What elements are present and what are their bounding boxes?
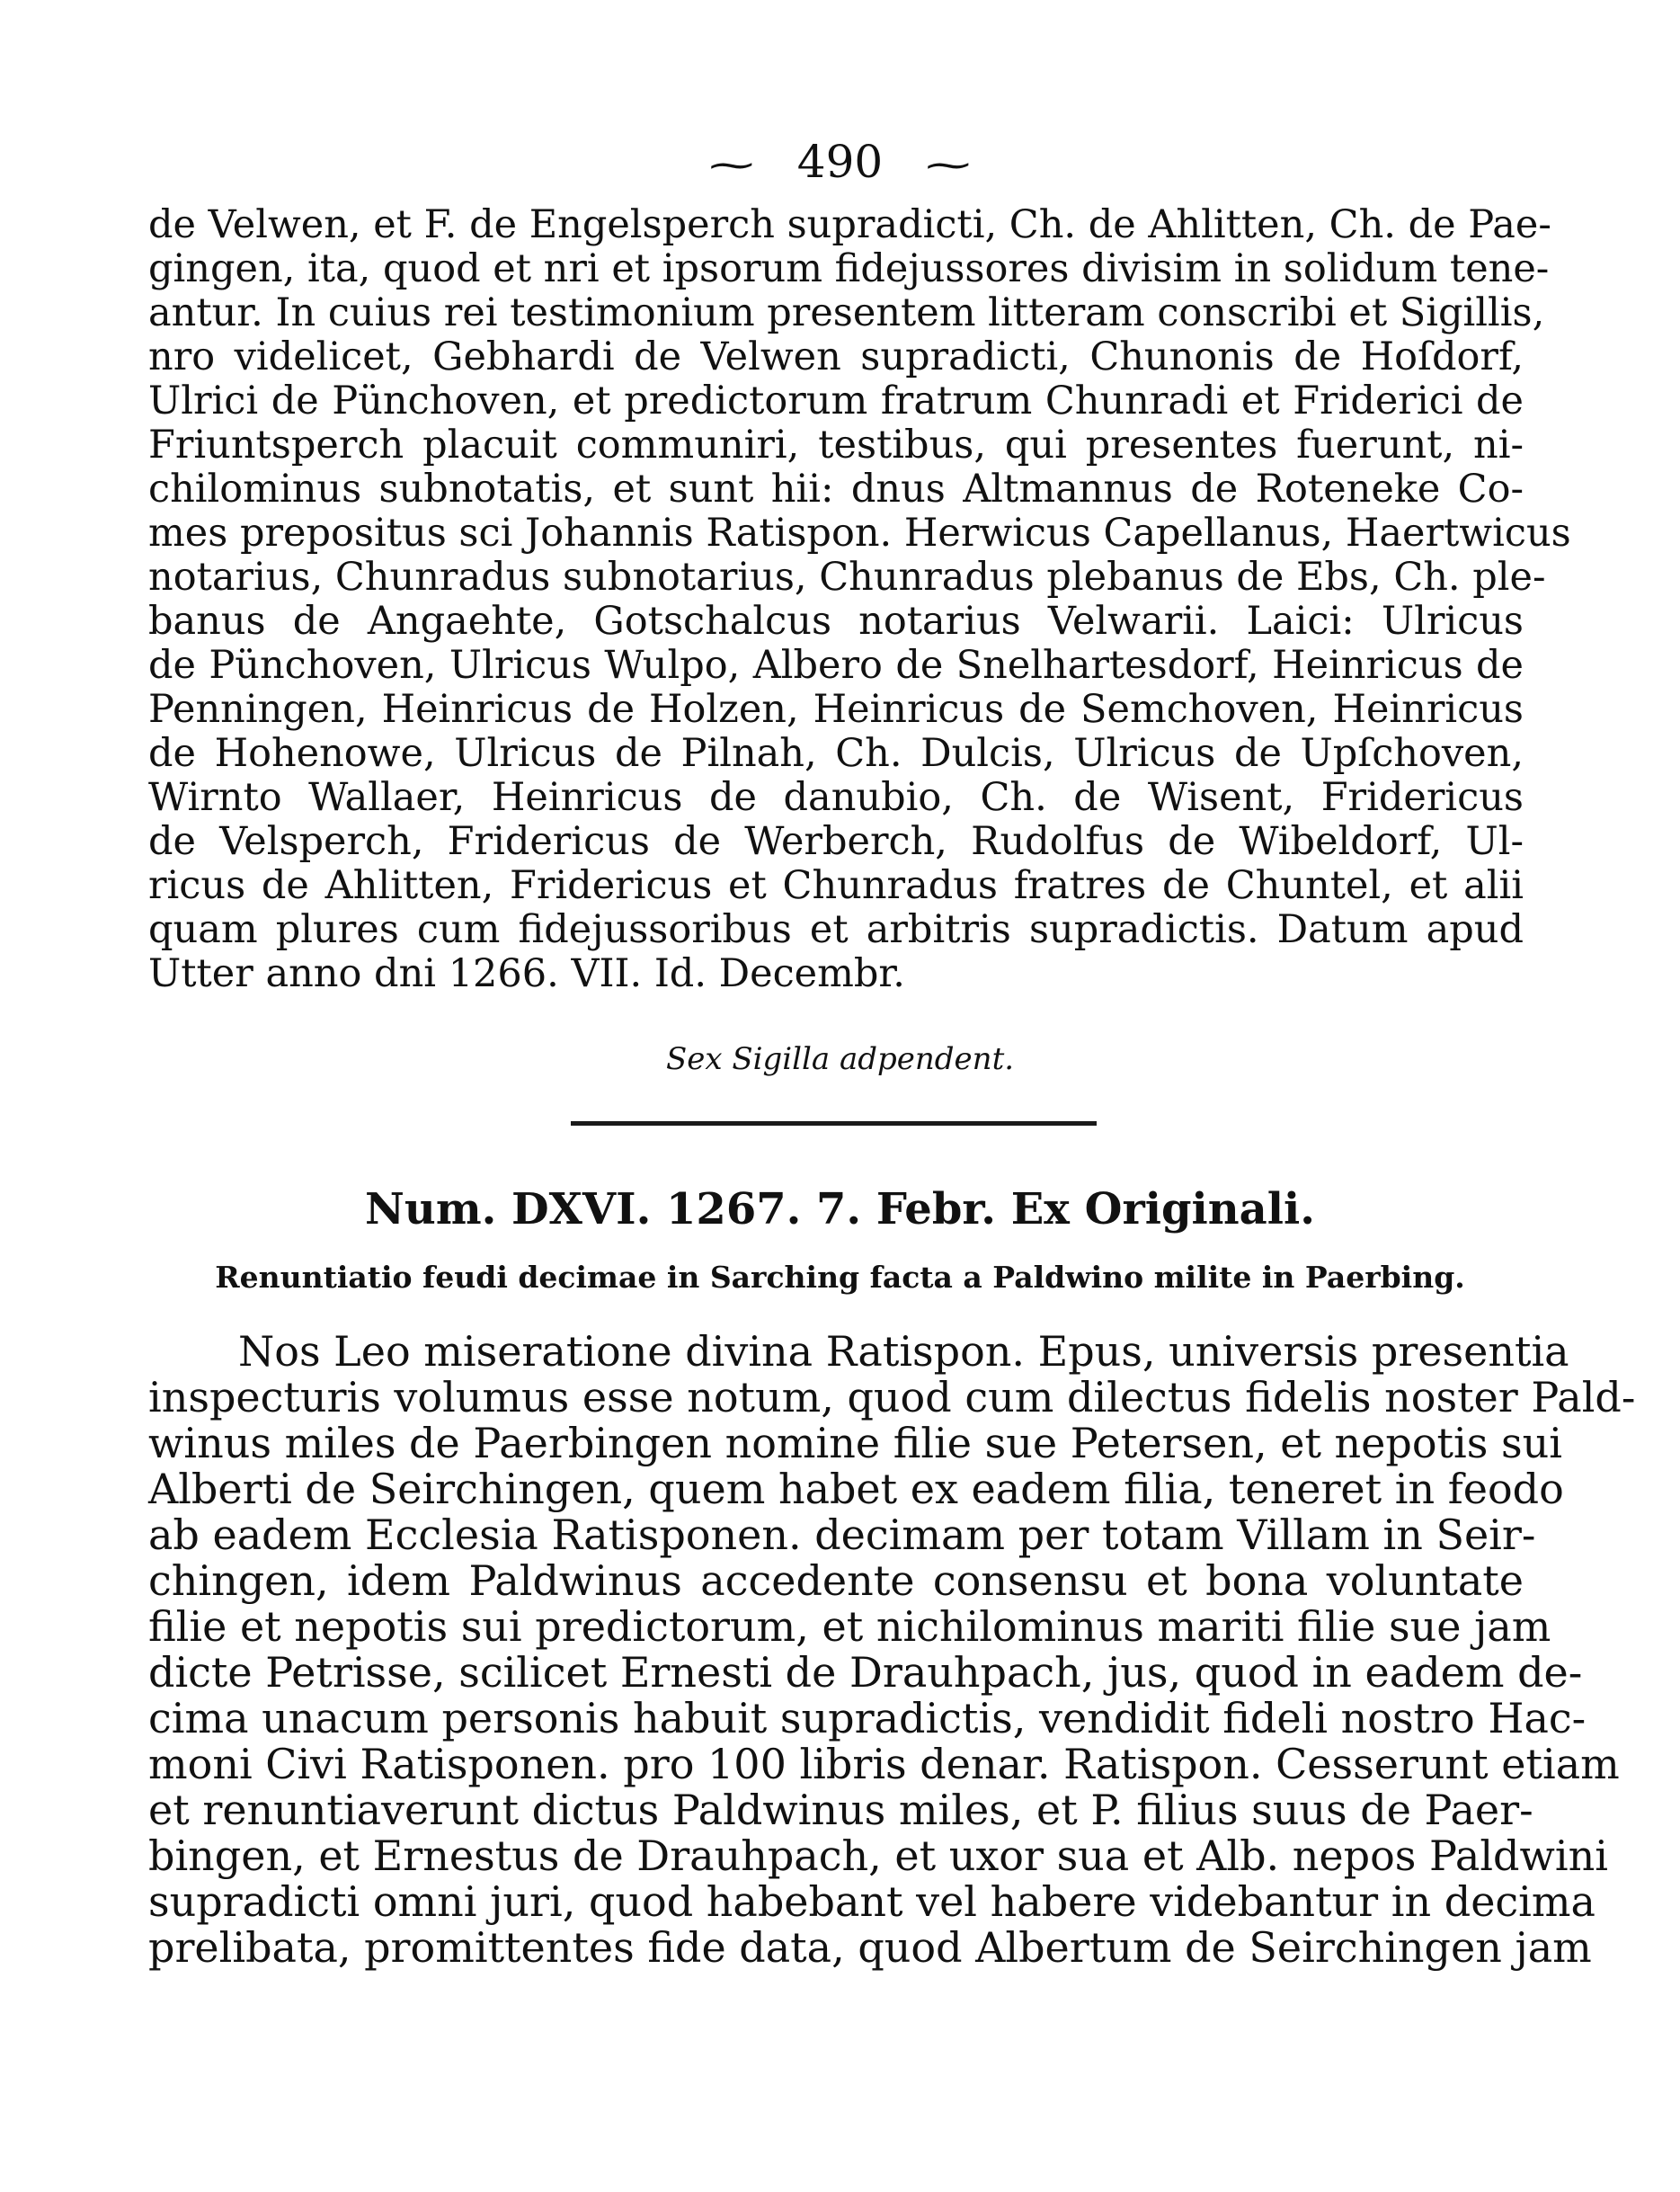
charter-text-line: Penningen, Heinricus de Holzen, Heinricus de Semchoven, Heinricus [148,687,1524,732]
page-number: 490 [796,136,884,188]
document-body-line: chingen, idem Paldwinus accedente consensu et bona voluntate [148,1556,1524,1605]
charter-text-line: Wirnto Wallaer, Heinricus de danubio, Ch. de Wisent, Fridericus [148,775,1524,820]
charter-text-line: banus de Angaehte, Gotschalcus notarius Velwarii. Laici: Ulricus [148,599,1524,644]
charter-text-line: Ulrici de Pünchoven, et predictorum fratrum Chunradi et Friderici de [148,379,1524,423]
section-divider [571,1121,1097,1126]
document-body-line: Alberti de Seirchingen, quem habet ex eadem filia, teneret in feodo [148,1465,1564,1513]
seal-note: Sex Sigilla adpendent. [665,1041,1015,1077]
page-header [0,135,1680,192]
charter-text-line: mes prepositus sci Johannis Ratispon. Herwicus Capellanus, Haertwicus [148,511,1571,556]
document-body-line: bingen, et Ernestus de Drauhpach, et uxor sua et Alb. nepos Paldwini [148,1831,1608,1880]
charter-text-line: chilominus subnotatis, et sunt hii: dnus Altmannus de Roteneke Co- [148,467,1524,512]
charter-text-line: quam plures cum fidejussoribus et arbitris supradictis. Datum apud [148,907,1524,952]
charter-text-line: de Hohenowe, Ulricus de Pilnah, Ch. Dulcis, Ulricus de Upſchoven, [148,731,1524,776]
document-body-line: inspecturis volumus esse notum, quod cum dilectus fidelis noster Pald- [148,1373,1636,1421]
document-body-line: supradicti omni juri, quod habebant vel habere videbantur in decima [148,1877,1596,1926]
charter-text-line: Utter anno dni 1266. VII. Id. Decembr. [148,951,905,996]
document-body-line: Nos Leo miseratione divina Ratispon. Epus, universis presentia [238,1327,1569,1376]
document-body-line: dicte Petrisse, scilicet Ernesti de Drauhpach, jus, quod in eadem de- [148,1648,1583,1697]
charter-text-line: nro videlicet, Gebhardi de Velwen supradicti, Chunonis de Hoſdorf, [148,334,1524,379]
document-body-line: cima unacum personis habuit supradictis, vendidit fideli nostro Hac- [148,1694,1587,1742]
charter-text-line: antur. In cuius rei testimonium presentem litteram conscribi et Sigillis, [148,290,1545,335]
charter-end-text [148,202,1571,996]
document-body-line: moni Civi Ratisponen. pro 100 libris denar. Ratispon. Cesserunt etiam [148,1740,1620,1788]
document-body [148,1327,1636,1972]
document-body-line: et renuntiaverunt dictus Paldwinus miles, et P. filius suus de Paer- [148,1786,1533,1834]
left-ornament-icon: ~ [704,145,760,186]
document-body-line: winus miles de Paerbingen nomine filie sue Petersen, et nepotis sui [148,1419,1562,1467]
charter-text-line: de Velsperch, Fridericus de Werberch, Rudolfus de Wibeldorf, Ul- [148,819,1524,864]
charter-text-line: gingen, ita, quod et nri et ipsorum fidejussores divisim in solidum tene- [148,246,1550,291]
charter-text-line: ricus de Ahlitten, Fridericus et Chunradus fratres de Chuntel, et alii [148,863,1524,908]
document-summary: Renuntiatio feudi decimae in Sarching facta a Paldwino milite in Paerbing. [215,1260,1465,1295]
document-body-line: filie et nepotis sui predictorum, et nichilominus mariti filie sue jam [148,1602,1551,1651]
document-body-line: ab eadem Ecclesia Ratisponen. decimam per totam Villam in Seir- [148,1510,1536,1559]
charter-text-line: de Pünchoven, Ulricus Wulpo, Albero de Snelhartesdorf, Heinricus de [148,643,1524,688]
document-body-line: prelibata, promittentes fide data, quod Albertum de Seirchingen jam [148,1923,1592,1972]
charter-text-line: notarius, Chunradus subnotarius, Chunradus plebanus de Ebs, Ch. ple- [148,555,1546,600]
document-heading: Num. DXVI. 1267. 7. Febr. Ex Originali. [365,1184,1315,1234]
charter-text-line: de Velwen, et F. de Engelsperch supradicti, Ch. de Ahlitten, Ch. de Pae- [148,202,1551,247]
charter-text-line: Friuntsperch placuit communiri, testibus, qui presentes fuerunt, ni- [148,423,1524,468]
right-ornament-icon: ~ [920,145,976,186]
